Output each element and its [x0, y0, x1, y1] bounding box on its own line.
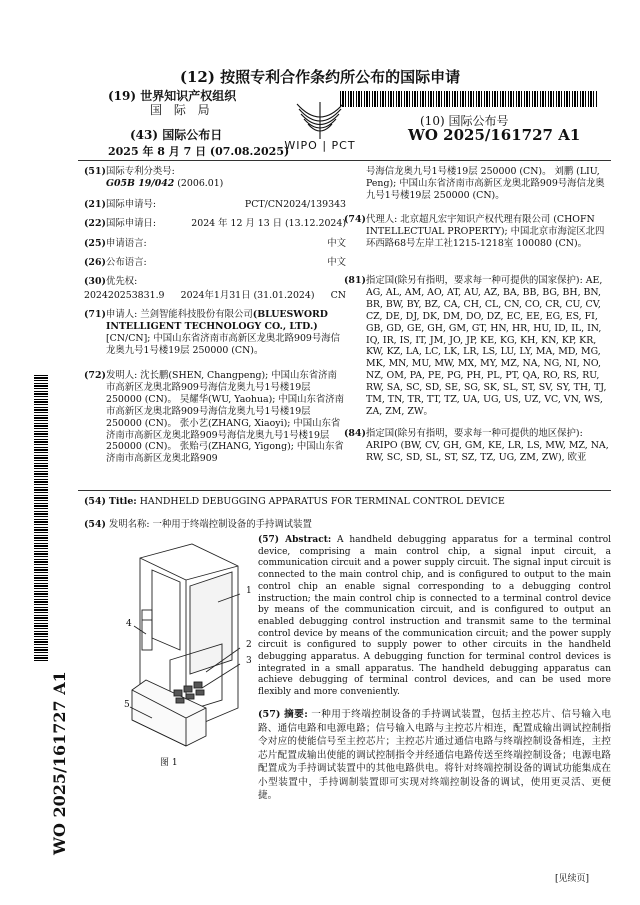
- continued-on-next-page: [见续页]: [555, 874, 590, 884]
- field-22: (22) 国际申请日: 2024 年 12 月 13 日 (13.12.2024): [84, 218, 346, 229]
- publication-number-value: WO 2025/161727 A1: [408, 126, 581, 144]
- title-chinese: (54) 发明名称: 一种用于终端控制设备的手持调试装置: [84, 519, 312, 530]
- document-kind-title: (12) 按照专利合作条约所公布的国际申请: [179, 68, 461, 86]
- field-21: (21) 国际申请号: PCT/CN2024/139343: [84, 199, 346, 210]
- figure-label-4: 4: [126, 619, 132, 629]
- barcode-top: [340, 91, 598, 107]
- device-drawing: [90, 540, 250, 770]
- wipo-logo-icon: [285, 100, 355, 140]
- field-71: (71) 申请人: 兰剑智能科技股份有限公司(BLUESWORD INTELLIGENT TECHNOLOGY CO., LTD.) [CN/CN]; 中国山东省济南市高新区龙奥北路909号海信龙奥九号1号楼19层 250000 (CN)。: [84, 309, 341, 356]
- biblio-divider: [78, 490, 611, 491]
- figure-label-3: 3: [246, 656, 252, 666]
- field-72-continued: 号海信龙奥九号1号楼19层 250000 (CN)。 刘鹏 (LIU, Peng); 中国山东省济南市高新区龙奥北路909号海信龙奥九号1号楼19层 250000 (CN)。: [366, 166, 605, 201]
- figure-caption: 图 1: [160, 758, 178, 768]
- side-barcode: [34, 375, 48, 661]
- figure-label-5: 5: [124, 700, 130, 710]
- field-51: (51) 国际专利分类号: G05B 19/042 (2006.01): [84, 166, 224, 189]
- field-30: (30) 优先权: 202420253831.9 2024年1月31日 (31.01.2024) CN: [84, 276, 346, 301]
- organization-bureau: 国 际 局: [150, 103, 214, 117]
- figure-label-1: 1: [246, 586, 252, 596]
- wipo-pct-text: WIPO | PCT: [284, 139, 356, 152]
- header-divider: [78, 160, 611, 161]
- field-74: (74) 代理人: 北京超凡宏宇知识产权代理有限公司 (CHOFN INTELLECTUAL PROPERTY); 中国北京市海淀区北四环西路68号左岸工社1215-1218室 100080 (CN)。: [344, 214, 605, 249]
- field-84: (84) 指定国(除另有指明，要求每一种可提供的地区保护): ARIPO (BW, CV, GH, GM, KE, LR, LS, MW, MZ, NA, RW, SC, SD, SL, ST, SZ, TZ, UG, ZM, ZW), 欧亚: [344, 428, 609, 463]
- title-english: (54) Title: HANDHELD DEBUGGING APPARATUS FOR TERMINAL CONTROL DEVICE: [84, 496, 505, 507]
- abstract-english: (57) Abstract: A handheld debugging apparatus for a terminal control device, comprising a main control chip, a signal input circuit, a communication circuit and a power supply circuit. The signal input circuit is connected to the main control chip, and is configured to output to the main control chip an enable signal corresponding to a debugging control instruction; the main control chip is connected to a terminal control device by means of the communication circuit, and is configured to output an enabled debugging control instruction and transmit same to the terminal control device by means of the communication circuit; and the power supply circuit is configured to supply power to other circuits in the handheld debugging apparatus. A debugging function for terminal control devices is integrated in a small apparatus. The handheld debugging apparatus can achieve debugging of terminal control devices, and can be used more flexibly and more conveniently.: [258, 535, 611, 698]
- publication-date-label: (43) 国际公布日: [130, 128, 223, 142]
- side-publication-number: WO 2025/161727 A1: [50, 671, 69, 855]
- publication-number-label: (10) 国际公布号: [420, 114, 509, 128]
- field-26: (26) 公布语言: 中文: [84, 257, 346, 268]
- field-81: (81) 指定国(除另有指明，要求每一种可提供的国家保护): AE, AG, AL, AM, AO, AT, AU, AZ, BA, BB, BG, BH, BN, BR, BW, BY, BZ, CA, CH, CL, CN, CO, CR, CU, CV, CZ, DE, DJ, DK, DM, DO, DZ, EC, EE, EG, ES, FI, GB, GD, GE, GH, GM, GT, HN, HR, HU, ID, IL, IN, IQ, IR, IS, IT, JM, JO, JP, KE, KG, KH, KN, KP, KR, KW, KZ, LA, LC, LK, LR, LS, LU, LY, MA, MD, MG, MK, MN, MU, MW, MX, MY, MZ, NA, NG, NI, NO, NZ, OM, PA, PE, PG, PH, PL, PT, QA, RO, RS, RU, RW, SA, SC, SD, SE, SG, SK, SL, ST, SV, SY, TH, TJ, TM, TN, TR, TT, TZ, UA, UG, US, UZ, VC, VN, WS, ZA, ZM, ZW。: [344, 275, 607, 417]
- organization-name: (19) 世界知识产权组织: [108, 89, 237, 103]
- publication-date-value: 2025 年 8 月 7 日 (07.08.2025): [108, 145, 290, 158]
- abstract-chinese: (57) 摘要: 一种用于终端控制设备的手持调试装置，包括主控芯片、信号输入电路、通信电路和电源电路；信号输入电路与主控芯片相连，配置成输出调试控制指令对应的使能信号至主控芯片；主控芯片通过通信电路与终端控制设备相连，主控芯片配置成输出使能的调试控制指令并经通信电路传送至终端控制设备；电源电路配置成为手持调试装置中的其他电路供电。将针对终端控制设备的调试功能集成在小型装置中，手持调制装置即可实现对终端控制设备的调试，使用更灵活、更便捷。: [258, 709, 611, 801]
- figure-label-2: 2: [246, 640, 252, 650]
- field-72: (72) 发明人: 沈长鹏(SHEN, Changpeng); 中国山东省济南市高新区龙奥北路909号海信龙奥九号1号楼19层 250000 (CN)。 吴耀华(WU, Yaohua); 中国山东省济南市高新区龙奥北路909号海信龙奥九号1号楼19层 250000 (CN)。 张小艺(ZHANG, Xiaoyi); 中国山东省济南市高新区龙奥北路909号海信龙奥九号1号楼19层 250000 (CN)。 张贻弓(ZHANG, Yigong); 中国山东省济南市高新区龙奥北路909: [84, 370, 345, 465]
- field-25: (25) 申请语言: 中文: [84, 238, 346, 249]
